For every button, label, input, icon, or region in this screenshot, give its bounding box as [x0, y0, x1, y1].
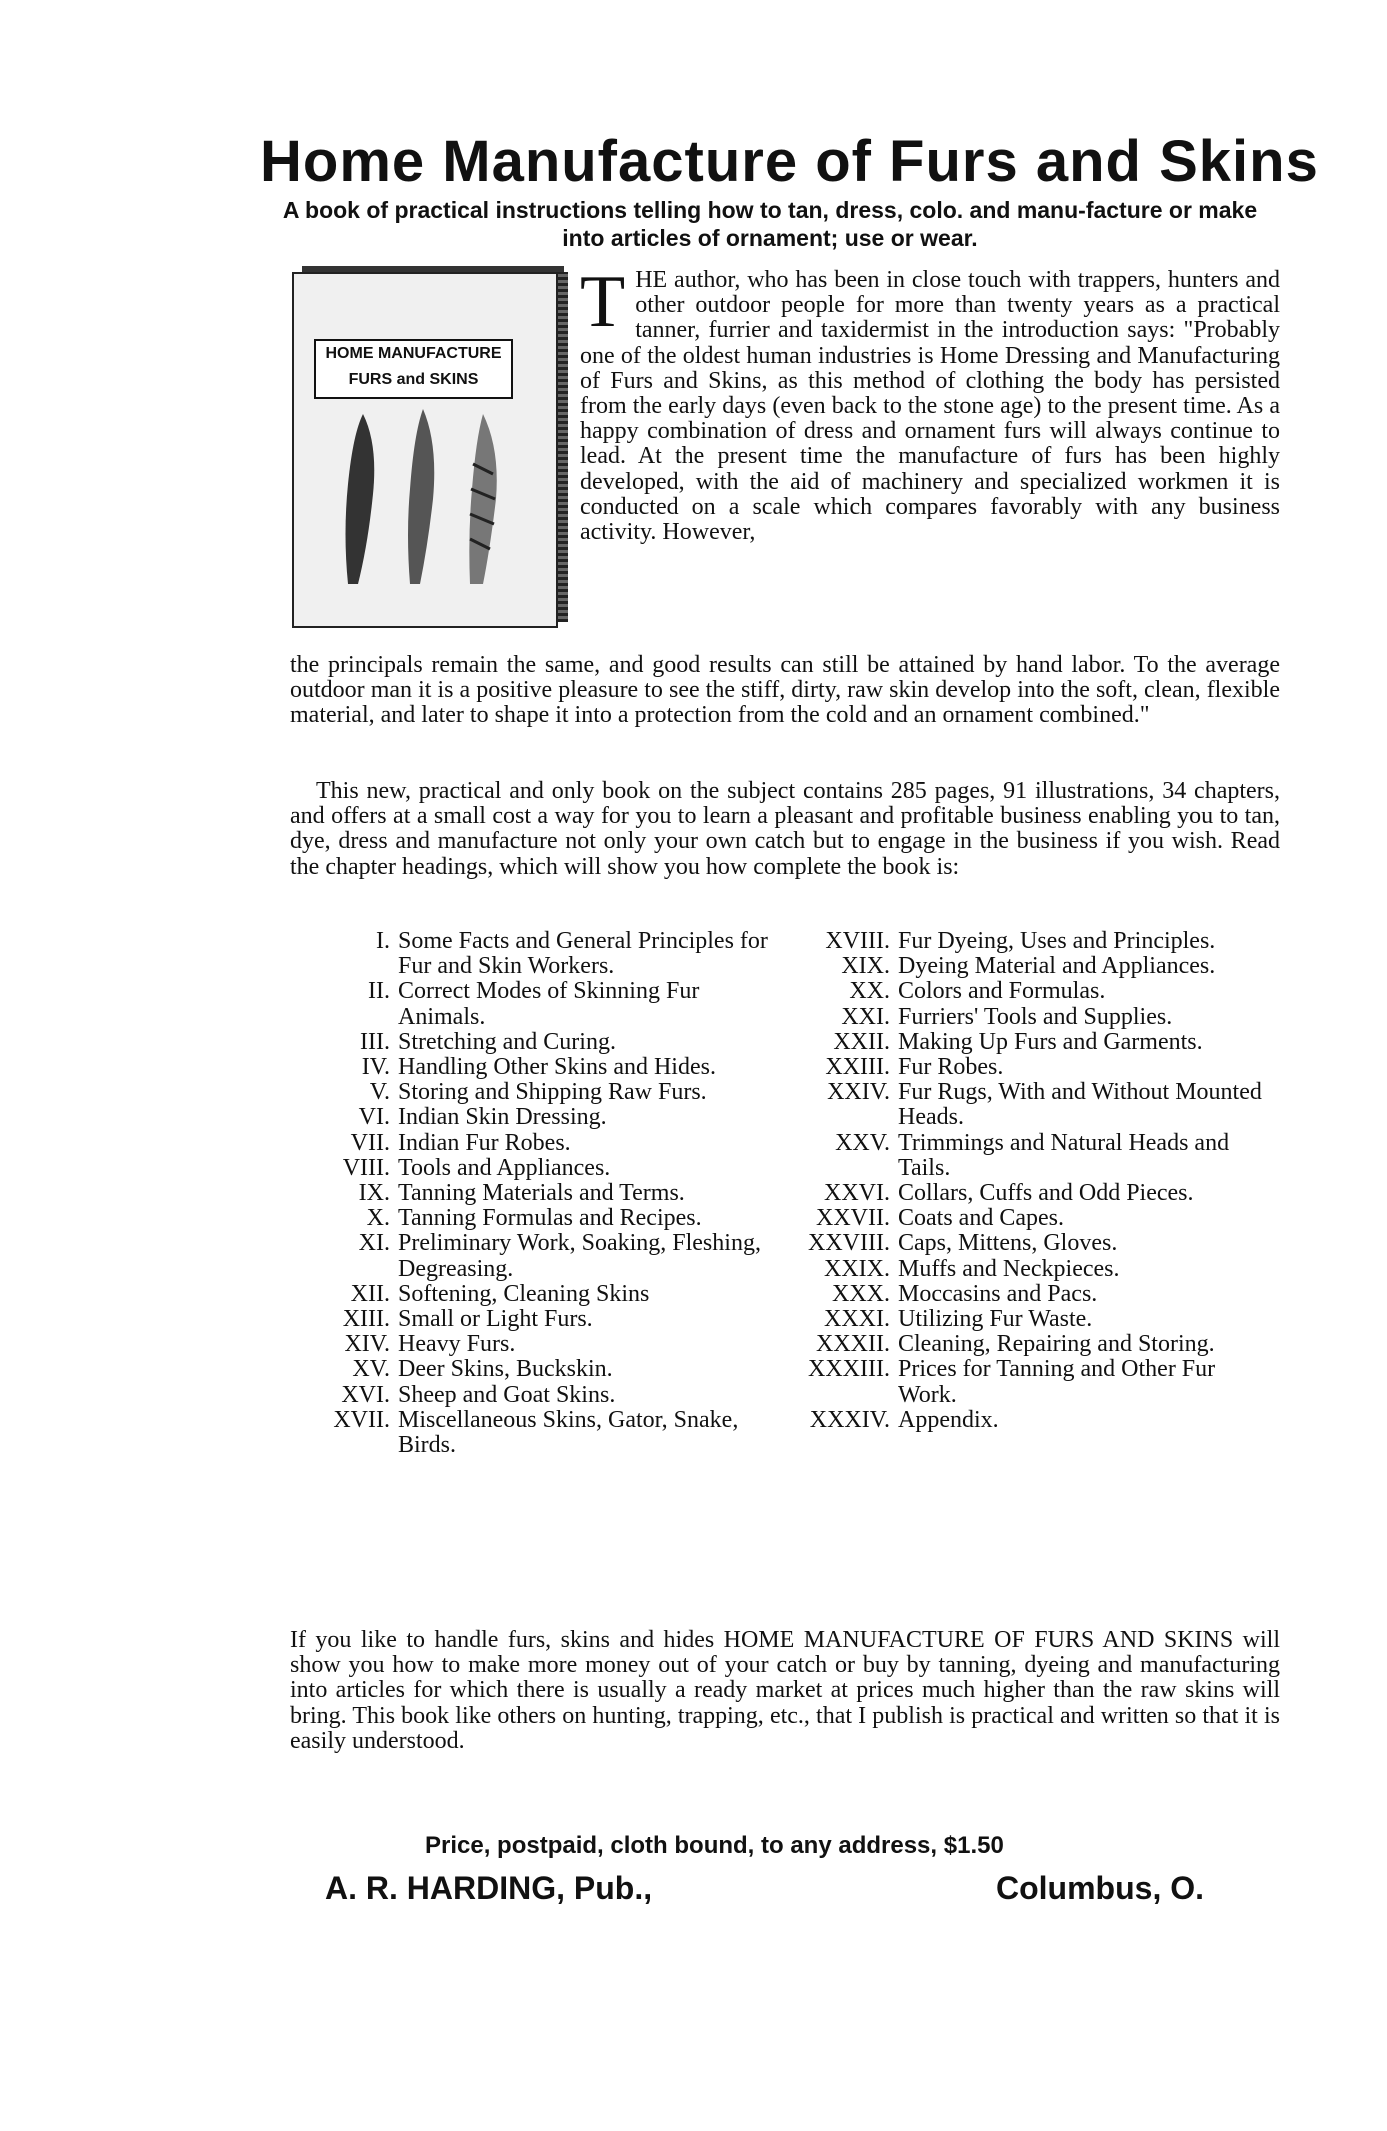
chapter-title: Tanning Materials and Terms. [398, 1180, 685, 1207]
chapter-item [790, 1357, 1270, 1407]
chapter-number: XXIX. [824, 1255, 890, 1282]
chapter-title: Deer Skins, Buckskin. [398, 1356, 613, 1383]
chapter-title: Dyeing Material and Appliances. [898, 953, 1216, 980]
chapter-title: Muffs and Neckpieces. [898, 1255, 1120, 1282]
chapter-title: Prices for Tanning and Other Fur Work. [898, 1356, 1216, 1408]
chapter-item [790, 1030, 1270, 1055]
chapter-title: Caps, Mittens, Gloves. [898, 1230, 1118, 1257]
chapter-number: XIX. [841, 953, 890, 980]
chapter-item [290, 1408, 770, 1458]
chapter-number: XXVI. [824, 1180, 890, 1207]
chapter-item [290, 1307, 770, 1332]
chapter-item [790, 1257, 1270, 1282]
chapter-title: Some Facts and General Principles for Fur and Skin Workers. [398, 928, 768, 980]
chapter-item [290, 1282, 770, 1307]
chapter-title: Cleaning, Repairing and Storing. [898, 1331, 1215, 1358]
chapter-item [790, 1307, 1270, 1332]
chapter-item [290, 1383, 770, 1408]
chapter-item [790, 929, 1270, 954]
chapter-number: XVIII. [825, 928, 890, 954]
chapter-title: Furriers' Tools and Supplies. [898, 1003, 1173, 1030]
chapter-number: IX. [358, 1180, 390, 1207]
chapter-number: XIV. [344, 1331, 390, 1358]
chapter-item [790, 1408, 1270, 1433]
chapter-title: Collars, Cuffs and Odd Pieces. [898, 1180, 1194, 1207]
chapter-title: Tanning Formulas and Recipes. [398, 1205, 702, 1232]
chapter-item [290, 1231, 770, 1281]
chapter-title: Tools and Appliances. [398, 1154, 611, 1181]
chapter-number: XX. [849, 978, 890, 1005]
chapter-number: XIII. [342, 1306, 390, 1333]
chapter-number: V. [369, 1079, 390, 1106]
chapter-item [790, 1181, 1270, 1206]
chapter-title: Indian Skin Dressing. [398, 1104, 607, 1131]
chapter-number: VIII. [342, 1154, 390, 1181]
chapter-item [790, 1206, 1270, 1231]
chapter-number: XVII. [333, 1406, 390, 1433]
chapter-title: Handling Other Skins and Hides. [398, 1054, 716, 1081]
chapter-number: XXX. [832, 1280, 890, 1307]
chapter-title: Storing and Shipping Raw Furs. [398, 1079, 707, 1106]
chapter-number: IV. [361, 1054, 390, 1081]
chapter-item [790, 1005, 1270, 1030]
book-description: This new, practical and only book on the subject contains 285 pages, 91 illustrations, 34 chapters, and offers at a small cost a way for you to learn a pleasant and profitable business enabling you to tan, dye, dress and manufacture not only your own catch but to engage in the business if you wish. Read the chapter headings, which will show you how complete the book is: [290, 778, 1280, 880]
chapter-number: XXVII. [816, 1205, 890, 1232]
chapter-item [290, 979, 770, 1029]
chapter-title: Small or Light Furs. [398, 1306, 593, 1333]
chapter-item [290, 1131, 770, 1156]
price-line: Price, postpaid, cloth bound, to any address, $1.50 [425, 1832, 1004, 1859]
chapter-title: Indian Fur Robes. [398, 1129, 571, 1156]
intro-text: HE author, who has been in close touch with trappers, hunters and other outdoor people for more than twenty years as a practical tanner, furrier and taxidermist in the introduction says: "Probably one of the oldest human industries is Home Dressing and Manufacturing of Furs and Skins, as this method of clothing the body has persisted from the early days (even back to the stone age) to the present time. As a happy combination of dress and ornament furs will always continue to lead. At the present time the manufacture of furs has been highly developed, with the aid of machinery and specialized workmen it is conducted on a scale which compares favorably with any business activity. However, [580, 267, 1280, 546]
chapter-number: XXIV. [827, 1079, 890, 1106]
chapter-item [790, 979, 1270, 1004]
chapter-number: XVI. [341, 1381, 390, 1408]
chapter-number: XXXII. [816, 1331, 890, 1358]
chapter-item [790, 1055, 1270, 1080]
chapter-title: Miscellaneous Skins, Gator, Snake, Birds. [398, 1406, 739, 1459]
publisher-name: A. R. HARDING, Pub., [325, 1870, 653, 1906]
intro-continued: the principals remain the same, and good results can still be attained by hand labor. To the average outdoor man it is a positive pleasure to see the stiff, dirty, raw skin develop into the soft, clean, flexible material, and later to shape it into a protection from the cold and an ornament combined." [290, 652, 1280, 729]
chapter-number: XXXIII. [808, 1356, 890, 1383]
chapter-item [290, 929, 770, 979]
chapter-number: XXXIV. [809, 1406, 890, 1433]
chapter-item [290, 1156, 770, 1181]
chapter-number: II. [368, 978, 390, 1005]
chapter-number: VI. [358, 1104, 390, 1131]
chapter-item [790, 1080, 1270, 1130]
chapter-item [290, 1181, 770, 1206]
chapter-title: Utilizing Fur Waste. [898, 1306, 1093, 1333]
chapter-title: Sheep and Goat Skins. [398, 1381, 616, 1408]
drop-cap: T [580, 261, 626, 343]
chapter-number: I. [376, 928, 390, 954]
chapter-title: Preliminary Work, Soaking, Fleshing, Degreasing. [398, 1230, 761, 1282]
chapter-title: Fur Rugs, With and Without Mounted Heads. [898, 1079, 1262, 1131]
chapter-number: XXIII. [825, 1054, 890, 1081]
chapter-title: Appendix. [898, 1406, 999, 1433]
page-title: Home Manufacture of Furs and Skins [260, 129, 1319, 194]
chapter-title: Trimmings and Natural Heads and Tails. [898, 1129, 1230, 1181]
closing-paragraph: If you like to handle furs, skins and hides HOME MANUFACTURE OF FURS AND SKINS will show you how to make more money out of your catch or buy by tanning, dyeing and manufacturing into articles for which there is usually a ready market at prices much higher than the raw skins will bring. This book like others on hunting, trapping, etc., that I publish is practical and written so that it is easily understood. [290, 1627, 1280, 1754]
chapter-number: XXXI. [824, 1306, 890, 1333]
chapter-item [790, 1231, 1270, 1256]
chapter-list [290, 929, 1280, 1624]
chapter-number: III. [360, 1028, 390, 1055]
subtitle: A book of practical instructions telling how to tan, dress, colo. and manu-facture or make into articles of ornament; use or wear. [282, 197, 1258, 251]
chapter-item [290, 1080, 770, 1105]
chapter-number: XXVIII. [808, 1230, 890, 1257]
chapter-number: XXII. [833, 1028, 890, 1055]
chapter-number: XXV. [835, 1129, 890, 1156]
chapter-column-left [290, 929, 770, 1458]
chapter-item [790, 1332, 1270, 1357]
chapter-title: Correct Modes of Skinning Fur Animals. [398, 978, 700, 1030]
fur-illustration-icon [318, 404, 528, 594]
chapter-title: Making Up Furs and Garments. [898, 1028, 1203, 1055]
book-cover-title [314, 339, 513, 399]
chapter-number: XII. [350, 1280, 390, 1307]
chapter-title: Fur Dyeing, Uses and Principles. [898, 928, 1216, 954]
chapter-item [790, 954, 1270, 979]
chapter-title: Colors and Formulas. [898, 978, 1106, 1005]
chapter-title: Coats and Capes. [898, 1205, 1064, 1232]
chapter-item [290, 1332, 770, 1357]
chapter-number: XXI. [841, 1003, 890, 1030]
chapter-item [290, 1030, 770, 1055]
book-cover-title-line1: HOME MANUFACTURE [325, 345, 502, 362]
chapter-title: Heavy Furs. [398, 1331, 516, 1358]
book-cover-image [292, 272, 558, 628]
chapter-item [290, 1105, 770, 1130]
chapter-column-right [790, 929, 1270, 1433]
chapter-item [790, 1282, 1270, 1307]
chapter-title: Softening, Cleaning Skins [398, 1280, 650, 1307]
chapter-number: XI. [358, 1230, 390, 1257]
intro-paragraph [580, 261, 1280, 546]
chapter-item [790, 1131, 1270, 1181]
chapter-item [290, 1357, 770, 1382]
chapter-number: X. [366, 1205, 390, 1232]
chapter-item [290, 1055, 770, 1080]
book-cover-title-line2: FURS and SKINS [348, 371, 479, 388]
chapter-item [290, 1206, 770, 1231]
chapter-title: Moccasins and Pacs. [898, 1280, 1098, 1307]
chapter-number: VII. [350, 1129, 390, 1156]
chapter-title: Stretching and Curing. [398, 1028, 616, 1055]
publisher-city: Columbus, O. [996, 1870, 1204, 1906]
chapter-title: Fur Robes. [898, 1054, 1004, 1081]
chapter-number: XV. [352, 1356, 390, 1383]
